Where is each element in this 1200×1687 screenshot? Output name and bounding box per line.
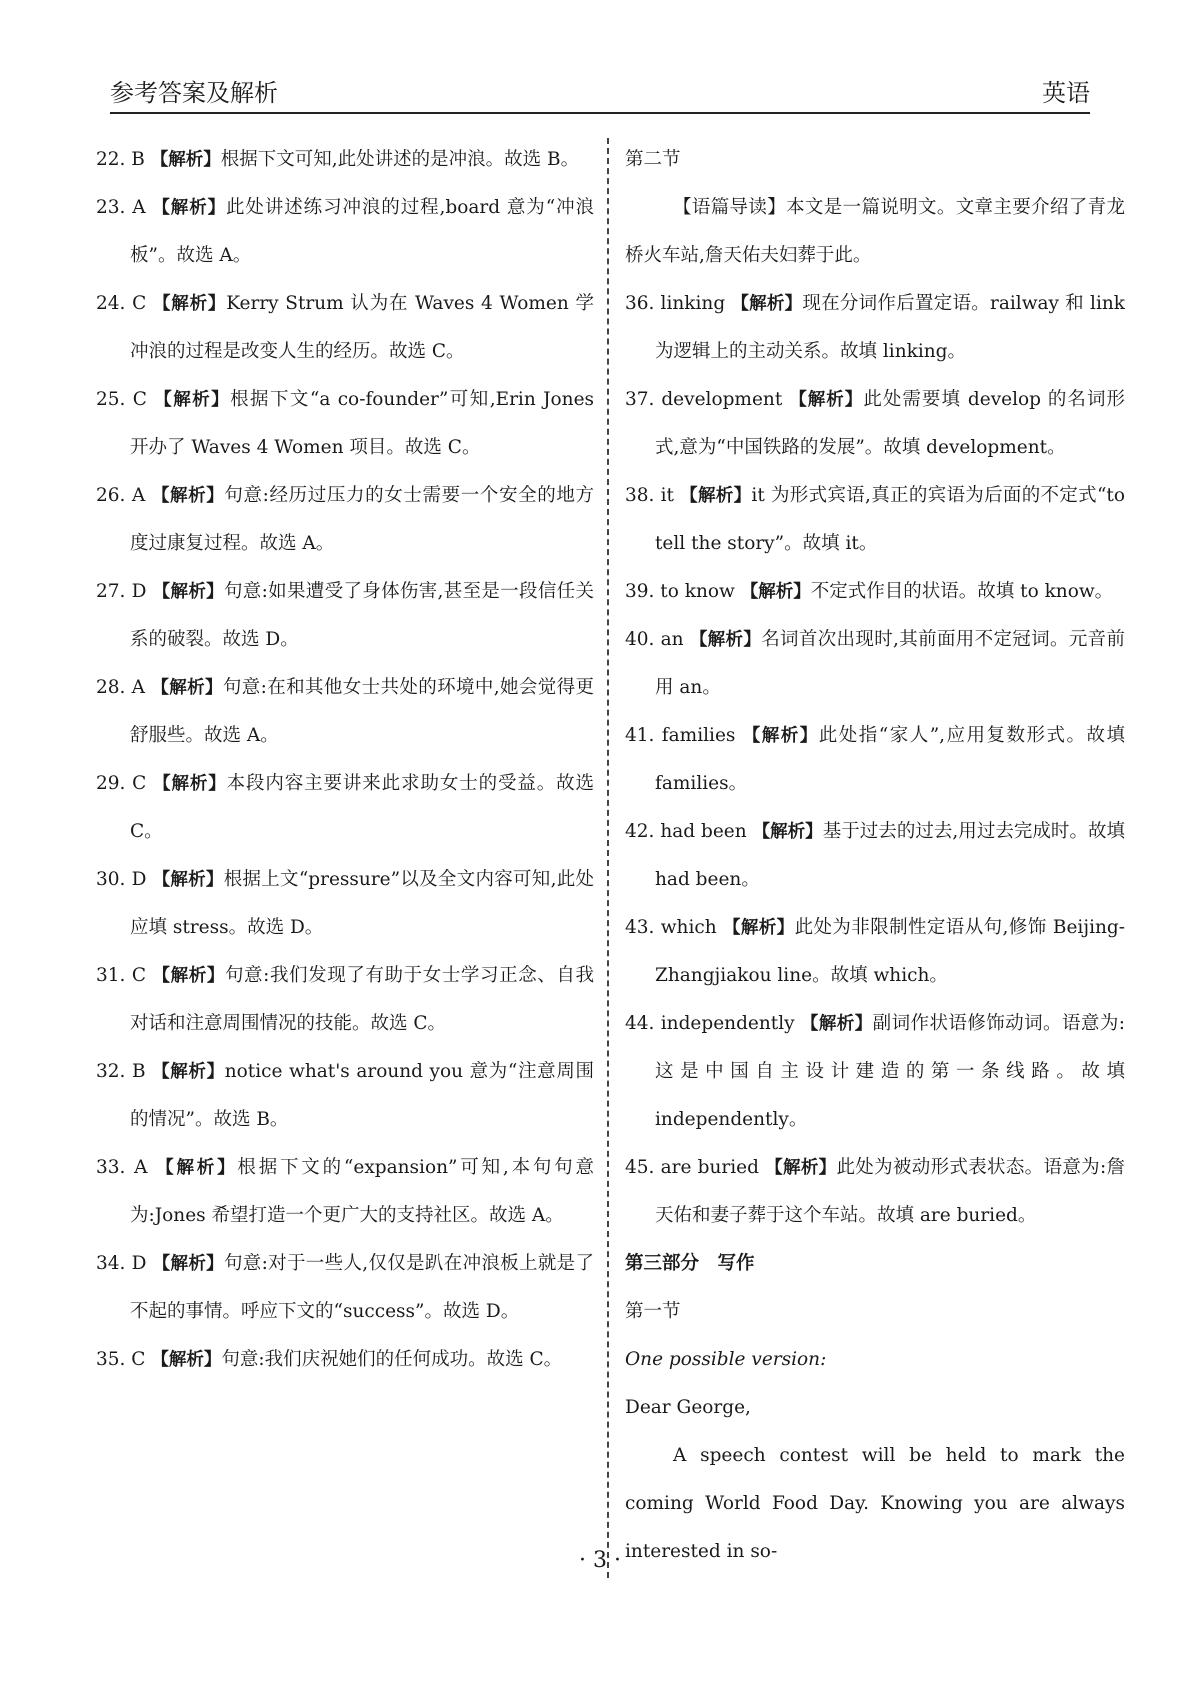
answer-item xyxy=(625,472,1125,568)
answer-number: 42. had been xyxy=(625,821,747,842)
analysis-text: 此处为被动形式表状态。语意为:詹天佑和妻子葬于这个车站。故填 are buried。 xyxy=(655,1157,1126,1226)
answer-number: 33. A xyxy=(96,1157,148,1178)
passage-intro: 【语篇导读】本文是一篇说明文。文章主要介绍了青龙桥火车站,詹天佑夫妇葬于此。 xyxy=(625,197,1125,266)
analysis-tag: 【解析】 xyxy=(153,774,227,794)
analysis-tag: 【解析】 xyxy=(152,1254,224,1274)
analysis-tag: 【解析】 xyxy=(151,678,223,698)
analysis-tag: 【解析】 xyxy=(152,1062,225,1082)
analysis-text: 现在分词作后置定语。railway 和 link 为逻辑上的主动关系。故填 linking。 xyxy=(655,293,1126,362)
analysis-tag: 【解析】 xyxy=(789,390,864,410)
answer-number: 43. which xyxy=(625,917,717,938)
column-divider xyxy=(607,138,609,1578)
answer-number: 41. families xyxy=(625,725,736,746)
answer-item xyxy=(625,904,1125,1000)
analysis-tag: 【解析】 xyxy=(680,486,752,506)
analysis-text: 副词作状语修饰动词。语意为:这是中国自主设计建造的第一条线路。故填 independently。 xyxy=(655,1013,1126,1130)
analysis-tag: 【解析】 xyxy=(151,486,225,506)
analysis-tag: 【解析】 xyxy=(742,726,819,746)
analysis-tag: 【解析】 xyxy=(152,966,225,986)
analysis-tag: 【解析】 xyxy=(152,870,224,890)
answer-number: 28. A xyxy=(96,677,146,698)
answer-item xyxy=(625,1000,1125,1144)
analysis-text: 此处为非限制性定语从句,修饰 Beijing-Zhangjiakou line。故填 which。 xyxy=(655,917,1126,986)
answer-item xyxy=(96,760,594,856)
analysis-tag: 【解析】 xyxy=(156,1158,238,1178)
analysis-tag: 【解析】 xyxy=(752,822,823,842)
analysis-text: 此处需要填 develop 的名词形式,意为“中国铁路的发展”。故填 development。 xyxy=(655,389,1126,458)
answer-number: 23. A xyxy=(96,197,146,218)
answer-number: 24. C xyxy=(96,293,147,314)
analysis-text: 句意:在和其他女士共处的环境中,她会觉得更舒服些。故选 A。 xyxy=(130,677,594,746)
analysis-text: 此处讲述练习冲浪的过程,board 意为“冲浪板”。故选 A。 xyxy=(130,197,594,266)
answer-item xyxy=(625,280,1125,376)
analysis-text: 句意:对于一些人,仅仅是趴在冲浪板上就是了不起的事情。呼应下文的“success”。故选 D。 xyxy=(130,1253,595,1322)
answer-item xyxy=(96,1240,594,1336)
answer-number: 40. an xyxy=(625,629,684,650)
right-column xyxy=(625,136,1125,1576)
analysis-text: 根据下文可知,此处讲述的是冲浪。故选 B。 xyxy=(220,149,580,170)
header-title: 参考答案及解析 xyxy=(110,79,278,107)
analysis-text: 句意:我们发现了有助于女士学习正念、自我对话和注意周围情况的技能。故选 C。 xyxy=(130,965,594,1034)
answer-item xyxy=(96,136,594,184)
answer-item xyxy=(96,1336,594,1384)
page-number: · 3 · xyxy=(579,1548,621,1573)
answer-number: 26. A xyxy=(96,485,146,506)
answer-number: 27. D xyxy=(96,581,147,602)
letter-greeting: Dear George, xyxy=(625,1397,751,1418)
answer-number: 32. B xyxy=(96,1061,146,1082)
analysis-text: 此处指“家人”,应用复数形式。故填 families。 xyxy=(655,725,1125,794)
analysis-tag: 【解析】 xyxy=(154,390,231,410)
answer-item xyxy=(96,664,594,760)
analysis-text: 根据上文“pressure”以及全文内容可知,此处应填 stress。故选 D。 xyxy=(130,869,595,938)
answer-number: 36. linking xyxy=(625,293,726,314)
answer-item xyxy=(625,568,1125,616)
answer-item xyxy=(625,376,1125,472)
analysis-tag: 【解析】 xyxy=(152,582,224,602)
answer-item xyxy=(96,1048,594,1144)
answer-item xyxy=(96,856,594,952)
answer-item xyxy=(96,1144,594,1240)
answer-item xyxy=(96,952,594,1048)
analysis-tag: 【解析】 xyxy=(150,150,221,170)
answer-number: 29. C xyxy=(96,773,147,794)
answer-number: 25. C xyxy=(96,389,147,410)
answer-number: 37. development xyxy=(625,389,783,410)
answer-item xyxy=(625,616,1125,712)
analysis-text: 根据下文的“expansion”可知,本句句意为:Jones 希望打造一个更广大的支持社区。故选 A。 xyxy=(130,1157,594,1226)
analysis-text: 句意:经历过压力的女士需要一个安全的地方度过康复过程。故选 A。 xyxy=(130,485,594,554)
analysis-tag: 【解析】 xyxy=(765,1158,837,1178)
analysis-tag: 【解析】 xyxy=(151,1350,222,1370)
analysis-text: it 为形式宾语,真正的宾语为后面的不定式“to tell the story”。故填 it。 xyxy=(655,485,1125,554)
answer-item xyxy=(96,184,594,280)
analysis-text: notice what's around you 意为“注意周围的情况”。故选 B。 xyxy=(130,1061,594,1130)
analysis-text: 名词首次出现时,其前面用不定冠词。元音前用 an。 xyxy=(655,629,1126,698)
right-answer-list xyxy=(625,280,1125,1240)
answer-item xyxy=(96,376,594,472)
answer-number: 45. are buried xyxy=(625,1157,759,1178)
analysis-text: 本段内容主要讲来此求助女士的受益。故选 C。 xyxy=(130,773,594,842)
answer-item xyxy=(625,712,1125,808)
analysis-tag: 【解析】 xyxy=(722,918,795,938)
answer-number: 22. B xyxy=(96,149,145,170)
analysis-tag: 【解析】 xyxy=(740,582,811,602)
analysis-text: 根据下文“a co-founder”可知,Erin Jones 开办了 Waves 4 Women 项目。故选 C。 xyxy=(130,389,595,458)
answer-item xyxy=(625,1144,1125,1240)
analysis-tag: 【解析】 xyxy=(800,1014,873,1034)
analysis-text: 基于过去的过去,用过去完成时。故填 had been。 xyxy=(655,821,1126,890)
answer-number: 35. C xyxy=(96,1349,146,1370)
left-column xyxy=(96,136,594,1384)
answer-item xyxy=(96,472,594,568)
answer-number: 30. D xyxy=(96,869,147,890)
analysis-text: 句意:如果遭受了身体伤害,甚至是一段信任关系的破裂。故选 D。 xyxy=(130,581,595,650)
section-2-heading: 第二节 xyxy=(625,149,681,170)
analysis-tag: 【解析】 xyxy=(152,294,227,314)
answer-item xyxy=(96,568,594,664)
answer-number: 31. C xyxy=(96,965,147,986)
analysis-tag: 【解析】 xyxy=(731,294,803,314)
analysis-tag: 【解析】 xyxy=(152,198,227,218)
page-header xyxy=(110,76,1090,114)
analysis-tag: 【解析】 xyxy=(689,630,762,650)
answer-item xyxy=(625,808,1125,904)
analysis-text: 句意:我们庆祝她们的任何成功。故选 C。 xyxy=(221,1349,563,1370)
version-label: One possible version: xyxy=(625,1349,827,1370)
answer-number: 38. it xyxy=(625,485,674,506)
section-1-heading: 第一节 xyxy=(625,1301,681,1322)
analysis-text: Kerry Strum 认为在 Waves 4 Women 学冲浪的过程是改变人生的经历。故选 C。 xyxy=(130,293,594,362)
answer-number: 34. D xyxy=(96,1253,147,1274)
part-3-heading: 第三部分 写作 xyxy=(625,1253,755,1274)
analysis-text: 不定式作目的状语。故填 to know。 xyxy=(810,581,1114,602)
answer-number: 39. to know xyxy=(625,581,735,602)
answer-item xyxy=(96,280,594,376)
answer-number: 44. independently xyxy=(625,1013,795,1034)
letter-paragraph: A speech contest will be held to mark the coming World Food Day. Knowing you are always interested in so- xyxy=(625,1445,1125,1562)
header-subject: 英语 xyxy=(1042,79,1090,107)
